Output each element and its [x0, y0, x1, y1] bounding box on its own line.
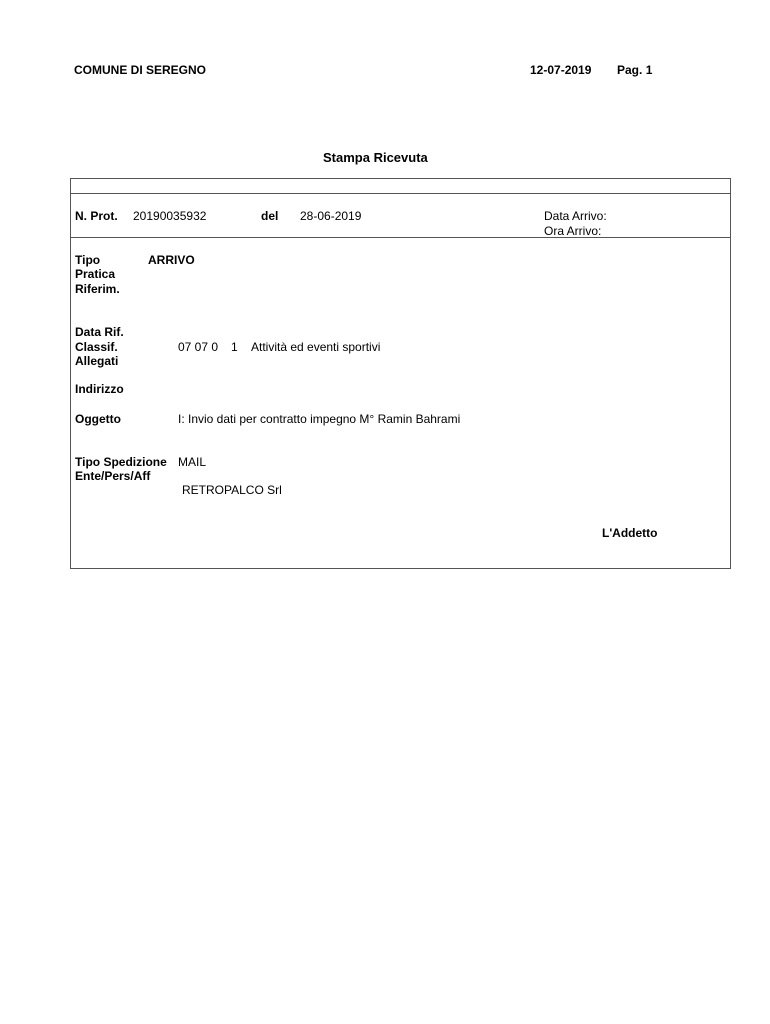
protocol-date-label: del: [261, 209, 279, 223]
ente-label: Ente/Pers/Aff: [75, 469, 151, 483]
ente-value: RETROPALCO Srl: [182, 483, 282, 497]
tipo-value: ARRIVO: [148, 253, 195, 267]
protocol-number: 20190035932: [133, 209, 207, 223]
page-indicator: [617, 63, 652, 77]
tipo-label: Tipo: [75, 253, 101, 267]
document-title: Stampa Ricevuta: [323, 150, 428, 165]
classif-label: Classif.: [75, 340, 118, 354]
frame-divider-protocol: [70, 237, 731, 238]
print-date: 12-07-2019: [530, 63, 592, 77]
arrival-time-label: Ora Arrivo:: [544, 224, 602, 238]
addetto-label: L'Addetto: [602, 526, 658, 540]
indirizzo-label: Indirizzo: [75, 382, 124, 396]
allegati-label: Allegati: [75, 354, 119, 368]
frame-divider-top: [70, 193, 731, 194]
arrival-date-label: Data Arrivo:: [544, 209, 607, 223]
oggetto-value: I: Invio dati per contratto impegno M° Ramin Bahrami: [178, 412, 461, 426]
pratica-label: Pratica: [75, 267, 116, 281]
classif-code: 07 07 0: [178, 340, 219, 354]
tipo-spedizione-value: MAIL: [178, 455, 207, 469]
organization-name: COMUNE DI SEREGNO: [74, 63, 207, 77]
protocol-label: N. Prot.: [75, 209, 118, 223]
data-rif-label: Data Rif.: [75, 325, 124, 339]
tipo-spedizione-label: Tipo Spedizione: [75, 455, 167, 469]
page-number: 1: [645, 63, 653, 77]
classif-number: 1: [231, 340, 238, 354]
riferim-label: Riferim.: [75, 282, 120, 296]
oggetto-label: Oggetto: [75, 412, 121, 426]
classif-description: Attività ed eventi sportivi: [251, 340, 381, 354]
protocol-date: 28-06-2019: [300, 209, 362, 223]
page-label: Pag.: [617, 63, 643, 77]
